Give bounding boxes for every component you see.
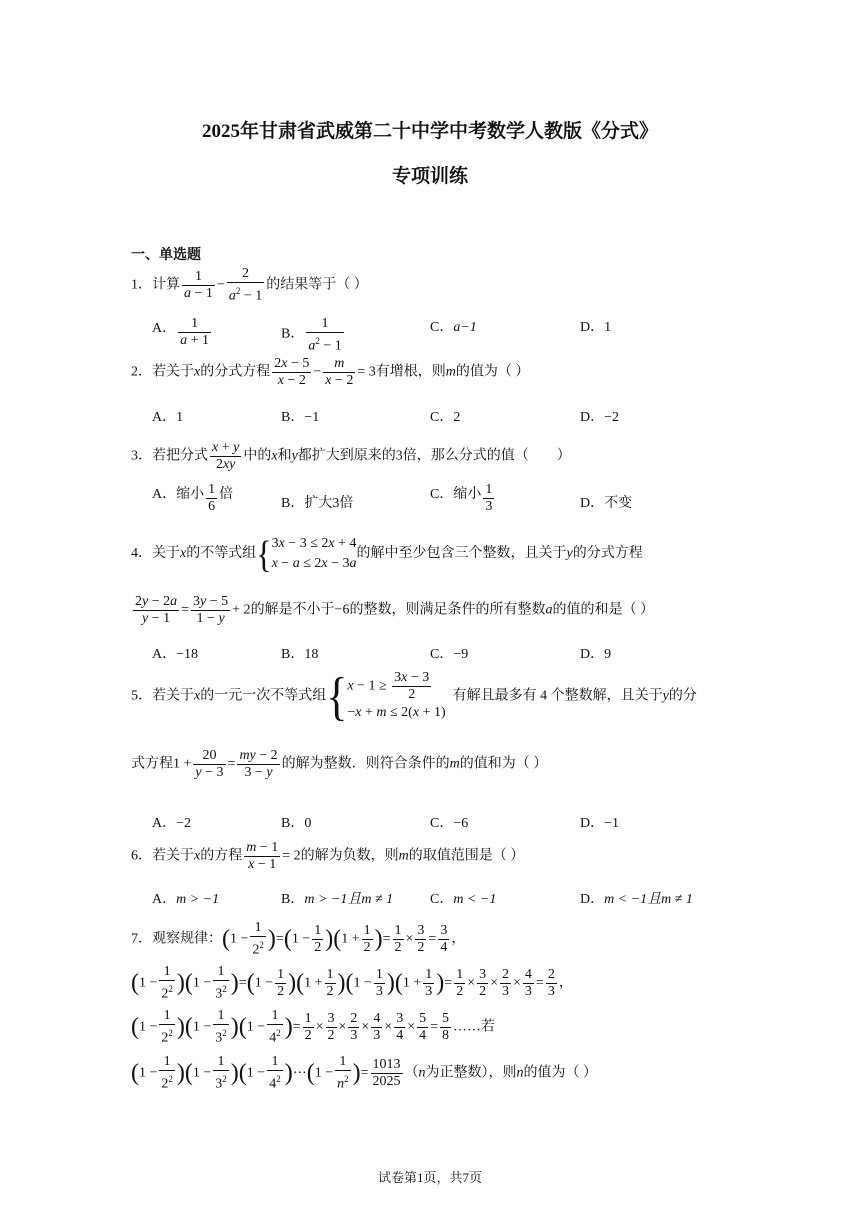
question-5-options [152,812,752,836]
option-a[interactable]: A．−18 [152,647,199,662]
question-4-options [152,643,752,667]
question-6: 6．若关于x的方程 $\frac{m - 1}{x - 1}$ = 2的解为负数，则m的取值范围是（ ） [131,840,525,872]
option-d[interactable]: D．不变 [580,496,633,511]
option-d[interactable]: D．9 [580,647,612,662]
question-5: 5．若关于x的一元一次不等式组{ x − 1 ≥ $\frac{3x - 3}{2}$ −x + m ≤ 2(x + 1) 有解且最多有 4 个整数解，且关于y的分 [131,666,697,726]
question-6-options [152,888,752,912]
question-7: 7．观察规律：(1 − $\frac{1}{2^2}$ )=(1 − $\frac{1}{2}$ )(1 + $\frac{1}{2}$ )= $\frac{1}{2}$ × $\frac{3}{2}$ = $\frac{3}{4}$ ， [131,920,466,958]
option-a[interactable]: A．m > −1 [152,892,220,907]
question-2-options [152,406,752,430]
option-c[interactable]: C．−6 [430,816,469,831]
question-1: 1．计算 $\frac{1}{a - 1}$ − $\frac{2}{a^2 - 1}$ 的结果等于（ ） [131,266,368,304]
option-a[interactable]: A． $\frac{1}{a + 1}$ [152,316,210,348]
option-c[interactable]: C．a−1 [430,320,477,335]
question-1-options [152,316,752,354]
question-7-line3: (1 − $\frac{1}{2^2}$ )(1 − $\frac{1}{3^2}$ )(1 − $\frac{1}{4^2}$ )= $\frac{1}{2}$ × $\frac{3}{2}$ × $\frac{2}{3}$ × $\frac{4}{3}$ × $\frac{3}{4}$ × $\frac{5}{4}$ = $\frac{5}{8}$ ……若 [131,1008,496,1046]
question-4-line2: $\frac{2y - 2a}{y - 1}$ = $\frac{3y - 5}{1 - y}$ + 2的解是不小于−6的整数，则满足条件的所有整数a的值的和是（ ） [135,594,654,626]
option-d[interactable]: D．m < −1且m ≠ 1 [580,892,693,907]
question-7-line2: (1 − $\frac{1}{2^2}$ )(1 − $\frac{1}{3^2}$ )=(1 − $\frac{1}{2}$ )(1 + $\frac{1}{2}$ )(1 − $\frac{1}{3}$ )(1 + $\frac{1}{3}$ )= $\frac{1}{2}$ × $\frac{3}{2}$ × $\frac{2}{3}$ × $\frac{4}{3}$ = $\frac{2}{3}$ ， [131,964,573,1002]
question-2: 2．若关于x的分式方程 $\frac{2x - 5}{x - 2}$ − $\frac{m}{x - 2}$ = 3有增根，则m的值为（ ） [131,356,530,388]
option-a[interactable]: A．1 [152,410,184,425]
option-d[interactable]: D．−2 [580,410,620,425]
option-b[interactable]: B．0 [281,816,312,831]
question-4: 4．关于x的不等式组{ 3x − 3 ≤ 2x + 4 x − a ≤ 2x − 3a 的解中至少包含三个整数，且关于y的分式方程 [131,532,643,576]
question-3-options [152,482,752,514]
page-footer: 试卷第1页，共7页 [377,1170,482,1185]
option-b[interactable]: B．18 [281,647,319,662]
question-7-line4: (1 − $\frac{1}{2^2}$ )(1 − $\frac{1}{3^2}$ )(1 − $\frac{1}{4^2}$ )⋯(1 − $\frac{1}{n^2}$ )= $\frac{1013}{2025}$ （n为正整数），则n的值为（ ） [131,1054,597,1092]
option-b[interactable]: B．m > −1且m ≠ 1 [281,892,394,907]
exam-title: 2025年甘肃省武威第二十中学中考数学人教版《分式》 [201,121,658,142]
question-3: 3．若把分式 $\frac{x + y}{2xy}$ 中的x和y都扩大到原来的3倍，那么分式的值（ ） [131,440,571,472]
option-b[interactable]: B．扩大3倍 [281,496,354,511]
option-c[interactable]: C．缩小 $\frac{1}{3}$ [430,482,493,514]
exam-subtitle: 专项训练 [391,166,468,187]
option-c[interactable]: C．2 [430,410,461,425]
option-c[interactable]: C．−9 [430,647,469,662]
option-a[interactable]: A．缩小 $\frac{1}{6}$ 倍 [152,482,234,514]
option-a[interactable]: A．−2 [152,816,192,831]
option-b[interactable]: B．−1 [281,410,320,425]
option-d[interactable]: D．−1 [580,816,620,831]
option-b[interactable]: B． $\frac{1}{a^2 - 1}$ [281,316,342,354]
section-heading: 一、单选题 [131,248,201,263]
question-5-line2: 式方程1 + $\frac{20}{y - 3}$ = $\frac{my - 2}{3 - y}$ 的解为整数．则符合条件的m的值和为（ ） [131,748,548,780]
option-c[interactable]: C．m < −1 [430,892,497,907]
option-d[interactable]: D．1 [580,320,612,335]
